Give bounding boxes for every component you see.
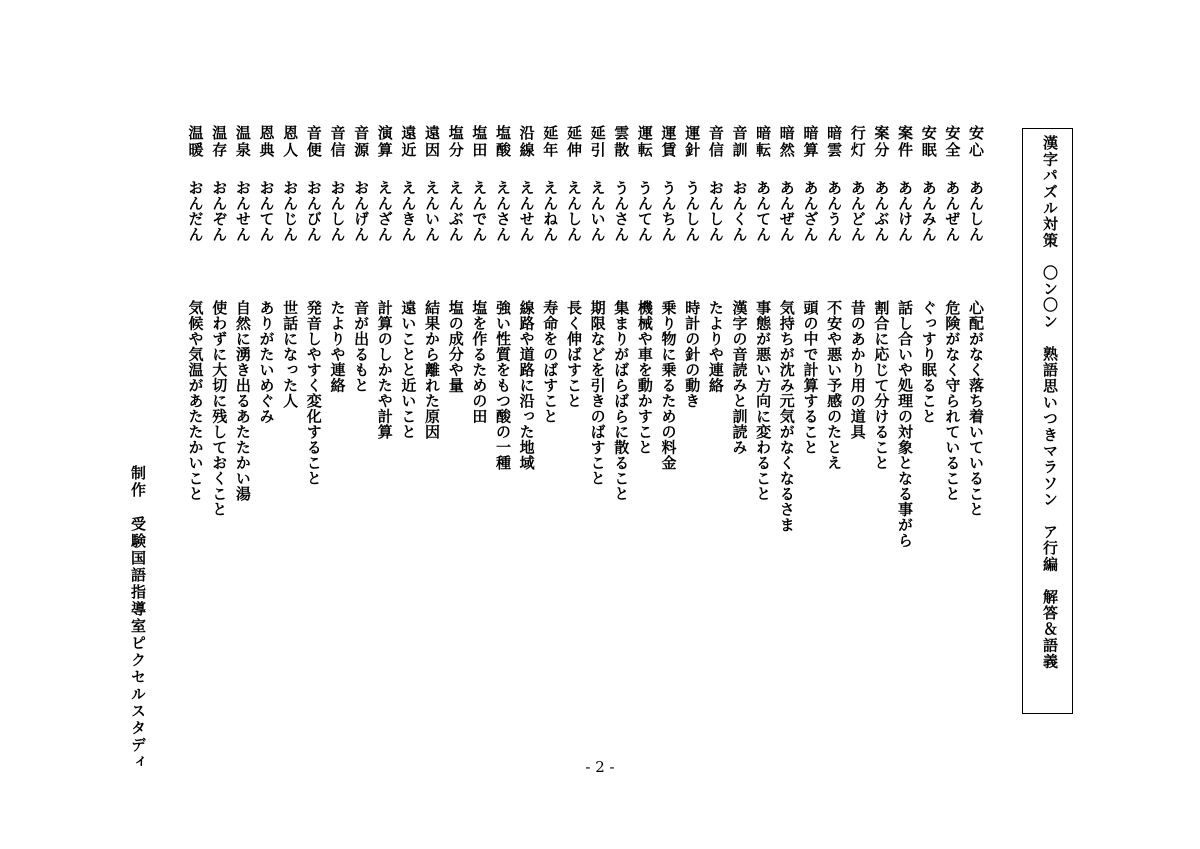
entry-reading: えんしん bbox=[564, 180, 583, 242]
entry-column bbox=[706, 125, 726, 515]
page-number: - 2 - bbox=[585, 758, 615, 776]
entry-kanji: 音訓 bbox=[730, 125, 749, 159]
entry-meaning: 音が出るもと bbox=[352, 300, 371, 393]
entry-column bbox=[895, 125, 915, 548]
entry-meaning: 結果から離れた原因 bbox=[423, 300, 442, 440]
entry-kanji: 運針 bbox=[683, 125, 702, 159]
entry-reading: おんくん bbox=[730, 180, 749, 242]
entry-reading: うんちん bbox=[659, 180, 678, 242]
entry-kanji: 遠因 bbox=[423, 125, 442, 159]
entry-kanji: 恩人 bbox=[281, 125, 300, 159]
entry-reading: おんだん bbox=[186, 180, 205, 242]
entry-reading: あんぜん bbox=[777, 180, 796, 242]
entry-reading: あんざん bbox=[801, 180, 820, 242]
entry-reading: おんじん bbox=[281, 180, 300, 242]
entry-column bbox=[233, 125, 253, 515]
entry-meaning: 漢字の音読みと訓読み bbox=[730, 300, 749, 455]
entry-column bbox=[682, 125, 702, 515]
entry-reading: うんしん bbox=[683, 180, 702, 242]
entry-meaning: 事態が悪い方向に変わること bbox=[754, 300, 773, 502]
entry-column bbox=[517, 125, 537, 515]
entry-reading: えんざん bbox=[375, 180, 394, 242]
entry-reading: おんびん bbox=[304, 180, 323, 242]
entry-reading: えんきん bbox=[399, 180, 418, 242]
entry-kanji: 塩分 bbox=[446, 125, 465, 159]
entry-column bbox=[919, 125, 939, 515]
entry-reading: あんてん bbox=[754, 180, 773, 242]
entry-meaning: 計算のしかたや計算 bbox=[375, 300, 394, 440]
entry-kanji: 塩田 bbox=[470, 125, 489, 159]
entry-column bbox=[942, 125, 962, 515]
entry-column bbox=[304, 125, 324, 515]
entry-meaning: 不安や悪い予感のたとえ bbox=[825, 300, 844, 471]
entry-kanji: 運賃 bbox=[659, 125, 678, 159]
entry-reading: あんどん bbox=[848, 180, 867, 242]
entry-column bbox=[493, 125, 513, 515]
entry-column bbox=[871, 125, 891, 515]
entry-meaning: 塩の成分や量 bbox=[446, 300, 465, 393]
entry-column bbox=[800, 125, 820, 515]
entry-reading: えんでん bbox=[470, 180, 489, 242]
entry-kanji: 安眠 bbox=[919, 125, 938, 159]
entry-reading: おんしん bbox=[328, 180, 347, 242]
entry-meaning: 乗り物に乗るための料金 bbox=[659, 300, 678, 471]
entry-meaning: たよりや連絡 bbox=[706, 300, 725, 393]
entry-column bbox=[848, 125, 868, 515]
entry-meaning: 頭の中で計算すること bbox=[801, 300, 820, 455]
entry-reading: うんさん bbox=[612, 180, 631, 242]
entry-column bbox=[824, 125, 844, 515]
entry-meaning: 発音しやすく変化すること bbox=[304, 300, 323, 486]
entry-kanji: 塩酸 bbox=[494, 125, 512, 159]
production-credit: 制作 受験国語指導室ピクセルスタディ bbox=[129, 465, 147, 771]
entry-meaning: 集まりがばらばらに散ること bbox=[612, 300, 631, 502]
entry-column bbox=[753, 125, 773, 515]
entry-column bbox=[611, 125, 631, 515]
entry-meaning: 気持ちが沈み元気がなくなるさま bbox=[777, 300, 796, 533]
entry-kanji: 音源 bbox=[352, 125, 371, 159]
entry-kanji: 暗雲 bbox=[825, 125, 844, 159]
entry-meaning: 使わずに大切に残しておくこと bbox=[210, 300, 229, 517]
entry-reading: うんてん bbox=[635, 180, 654, 242]
entry-kanji: 行灯 bbox=[848, 125, 867, 159]
entry-kanji: 暗転 bbox=[754, 125, 773, 159]
entry-column bbox=[777, 125, 797, 533]
entry-column bbox=[398, 125, 418, 515]
entry-meaning: ぐっすり眠ること bbox=[919, 300, 938, 424]
entry-kanji: 延年 bbox=[541, 125, 560, 159]
entry-column bbox=[375, 125, 395, 515]
entry-column bbox=[327, 125, 347, 515]
entry-kanji: 遠近 bbox=[399, 125, 418, 159]
entry-reading: おんてん bbox=[257, 180, 276, 242]
entry-column bbox=[422, 125, 442, 515]
entry-kanji: 延伸 bbox=[564, 125, 583, 159]
entry-meaning: 自然に湧き出るあたたかい湯 bbox=[233, 300, 252, 502]
entry-kanji: 恩典 bbox=[257, 125, 276, 159]
entry-column bbox=[446, 125, 466, 515]
entry-kanji: 安心 bbox=[967, 125, 985, 159]
entry-kanji: 延引 bbox=[588, 125, 607, 159]
entry-column bbox=[540, 125, 560, 515]
page-title: 漢字パズル対策 〇ン〇ン 熟語思いつきマラソン ア行編 解答＆語義 bbox=[1041, 135, 1059, 670]
entry-meaning: 昔のあかり用の道具 bbox=[848, 300, 867, 440]
entry-meaning: 線路や道路に沿った地域 bbox=[517, 300, 536, 471]
entry-reading: えんさん bbox=[494, 180, 512, 242]
entry-reading: えんせん bbox=[517, 180, 536, 242]
entry-kanji: 暗算 bbox=[801, 125, 820, 159]
entry-column bbox=[257, 125, 277, 515]
entry-meaning: 塩を作るための田 bbox=[470, 300, 489, 424]
entry-kanji: 雲散 bbox=[612, 125, 631, 159]
entry-reading: あんけん bbox=[896, 180, 915, 242]
entry-column bbox=[588, 125, 608, 515]
entry-reading: えんいん bbox=[423, 180, 442, 242]
entry-meaning: 強い性質をもつ酸の一種 bbox=[494, 300, 512, 471]
entry-reading: あんしん bbox=[967, 180, 985, 242]
entry-column bbox=[635, 125, 655, 515]
entry-column bbox=[659, 125, 679, 515]
entry-meaning: 世話になった人 bbox=[281, 300, 300, 409]
entry-kanji: 音信 bbox=[706, 125, 725, 159]
entry-kanji: 音信 bbox=[328, 125, 347, 159]
entry-kanji: 沿線 bbox=[517, 125, 536, 159]
entry-reading: あんぜん bbox=[943, 180, 962, 242]
entry-kanji: 温存 bbox=[210, 125, 229, 159]
entry-meaning: 危険がなく守られていること bbox=[943, 300, 962, 502]
entry-meaning: たよりや連絡 bbox=[328, 300, 347, 393]
entry-column bbox=[564, 125, 584, 515]
entry-kanji: 案分 bbox=[872, 125, 891, 159]
entry-kanji: 音便 bbox=[304, 125, 323, 159]
entry-reading: あんぶん bbox=[872, 180, 891, 242]
entry-reading: えんぶん bbox=[446, 180, 465, 242]
entry-meaning: 機械や車を動かすこと bbox=[635, 300, 654, 455]
entry-kanji: 運転 bbox=[635, 125, 654, 159]
entry-meaning: 遠いことと近いこと bbox=[399, 300, 418, 440]
entry-kanji: 演算 bbox=[375, 125, 394, 159]
entry-meaning: ありがたいめぐみ bbox=[257, 300, 276, 424]
entry-reading: あんみん bbox=[919, 180, 938, 242]
entry-reading: えんいん bbox=[588, 180, 607, 242]
entry-meaning: 長く伸ばすこと bbox=[564, 300, 583, 409]
entry-kanji: 案件 bbox=[896, 125, 915, 159]
entry-column bbox=[280, 125, 300, 515]
entry-column bbox=[966, 125, 986, 515]
entry-column bbox=[730, 125, 750, 515]
entry-meaning: 期限などを引きのばすこと bbox=[588, 300, 607, 486]
entry-column bbox=[209, 125, 229, 515]
entry-meaning: 割合に応じて分けること bbox=[872, 300, 891, 471]
entry-kanji: 温暖 bbox=[186, 125, 205, 159]
entry-meaning: 時計の針の動き bbox=[683, 300, 702, 409]
entry-column bbox=[469, 125, 489, 515]
entry-reading: おんしん bbox=[706, 180, 725, 242]
entry-kanji: 温泉 bbox=[233, 125, 252, 159]
entry-meaning: 心配がなく落ち着いていること bbox=[967, 300, 985, 517]
entry-reading: あんうん bbox=[825, 180, 844, 242]
entry-column bbox=[351, 125, 371, 515]
entry-kanji: 暗然 bbox=[777, 125, 796, 159]
entry-column bbox=[186, 125, 206, 515]
entry-meaning: 寿命をのばすこと bbox=[541, 300, 560, 424]
entry-meaning: 話し合いや処理の対象となる事がら bbox=[896, 300, 915, 548]
entry-reading: おんせん bbox=[233, 180, 252, 242]
entry-reading: えんねん bbox=[541, 180, 560, 242]
entry-reading: おんぞん bbox=[210, 180, 229, 242]
entry-meaning: 気候や気温があたたかいこと bbox=[186, 300, 205, 502]
entry-reading: おんげん bbox=[352, 180, 371, 242]
entry-kanji: 安全 bbox=[943, 125, 962, 159]
